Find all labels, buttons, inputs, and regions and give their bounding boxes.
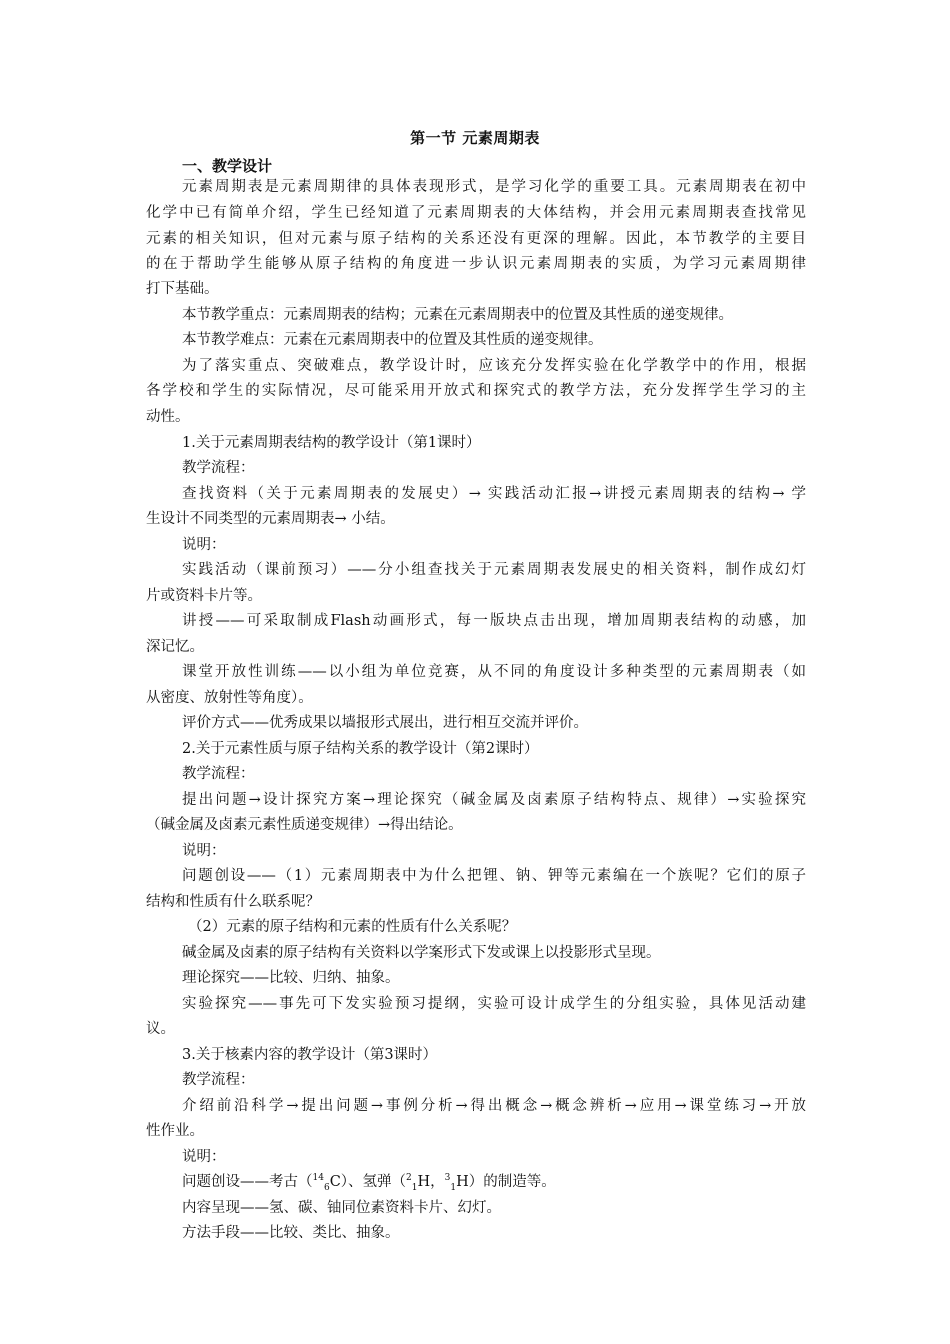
tritium-mass-number: 3 [444, 1173, 451, 1184]
paragraph-line: 提出问题→设计探究方案→理论探究（碱金属及卤素原子结构特点、规律）→实验探究 [182, 792, 806, 808]
paragraph-line: 说明： [182, 537, 226, 553]
paragraph-line: 教学流程： [182, 1072, 255, 1088]
paragraph-line: 介绍前沿科学→提出问题→事例分析→得出概念→概念辨析→应用→课堂练习→开放 [182, 1098, 806, 1114]
section-title: 第一节 元素周期表 [410, 129, 540, 147]
paragraph-line: 生设计不同类型的元素周期表→ 小结。 [146, 511, 395, 527]
paragraph-line: 教学流程： [182, 766, 255, 782]
carbon-atomic-number: 6 [323, 1182, 330, 1193]
paragraph-line: 评价方式——优秀成果以墙报形式展出，进行相互交流并评价。 [182, 715, 588, 731]
paragraph-line: 说明： [182, 843, 226, 859]
paragraph-line: 2.关于元素性质与原子结构关系的教学设计（第2课时） [182, 741, 539, 757]
tritium-symbol: H）的制造等。 [456, 1174, 556, 1190]
isotope-prefix: 问题创设——考古（ [182, 1174, 313, 1190]
paragraph-line: 1.关于元素周期表结构的教学设计（第1课时） [182, 435, 481, 451]
paragraph-line: 本节教学重点：元素周期表的结构；元素在元素周期表中的位置及其性质的递变规律。 [182, 307, 733, 323]
paragraph-line: 打下基础。 [146, 281, 219, 297]
deuterium-symbol: H， [417, 1174, 445, 1190]
paragraph-line: 元素周期表是元素周期律的具体表现形式，是学习化学的重要工具。元素周期表在初中 [182, 179, 806, 195]
paragraph-line: 片或资料卡片等。 [146, 588, 262, 604]
paragraph-line: 方法手段——比较、类比、抽象。 [182, 1225, 400, 1241]
paragraph-line: 理论探究——比较、归纳、抽象。 [182, 970, 400, 986]
paragraph-line: 讲授——可采取制成Flash动画形式，每一版块点击出现，增加周期表结构的动感，加 [182, 613, 806, 629]
paragraph-line: 结构和性质有什么联系呢？ [146, 894, 320, 910]
tritium-atomic-number: 1 [450, 1182, 457, 1193]
paragraph-line: 说明： [182, 1149, 226, 1165]
paragraph-line: 实践活动（课前预习）——分小组查找关于元素周期表发展史的相关资料，制作成幻灯 [182, 562, 806, 578]
paragraph-line: （2）元素的原子结构和元素的性质有什么关系呢？ [188, 919, 517, 935]
isotope-line [182, 1173, 556, 1191]
paragraph-line: 问题创设——（1）元素周期表中为什么把锂、钠、钾等元素编在一个族呢？它们的原子 [182, 868, 806, 884]
paragraph-line: 议。 [146, 1021, 175, 1037]
paragraph-line: 课堂开放性训练——以小组为单位竞赛，从不同的角度设计多种类型的元素周期表（如 [182, 664, 806, 680]
paragraph-line: 为了落实重点、突破难点，教学设计时，应该充分发挥实验在化学教学中的作用，根据 [182, 358, 806, 374]
paragraph-line: 的在于帮助学生能够从原子结构的角度进一步认识元素周期表的实质，为学习元素周期律 [146, 256, 806, 272]
carbon-symbol: C）、氢弹（ [329, 1174, 407, 1190]
carbon-mass-number: 14 [312, 1173, 324, 1184]
paragraph-line: 性作业。 [146, 1123, 204, 1139]
deuterium-mass-number: 2 [406, 1173, 412, 1184]
paragraph-line: 化学中已有简单介绍，学生已经知道了元素周期表的大体结构，并会用元素周期表查找常见 [146, 205, 806, 221]
paragraph-line: 各学校和学生的实际情况，尽可能采用开放式和探究式的教学方法，充分发挥学生学习的主 [146, 383, 806, 399]
paragraph-line: 实验探究——事先可下发实验预习提纲，实验可设计成学生的分组实验，具体见活动建 [182, 996, 806, 1012]
paragraph-line: 本节教学难点：元素在元素周期表中的位置及其性质的递变规律。 [182, 332, 603, 348]
section-heading: 一、教学设计 [182, 157, 273, 175]
paragraph-line: 元素的相关知识，但对元素与原子结构的关系还没有更深的理解。因此，本节教学的主要目 [146, 231, 806, 247]
paragraph-line: 深记忆。 [146, 639, 204, 655]
deuterium-atomic-number: 1 [411, 1182, 418, 1193]
paragraph-line: 3.关于核素内容的教学设计（第3课时） [182, 1047, 438, 1063]
paragraph-line: 查找资料（关于元素周期表的发展史）→ 实践活动汇报→讲授元素周期表的结构→ 学 [182, 486, 806, 502]
paragraph-line: 教学流程： [182, 460, 255, 476]
paragraph-line: 碱金属及卤素的原子结构有关资料以学案形式下发或课上以投影形式呈现。 [182, 945, 661, 961]
paragraph-line: 动性。 [146, 409, 190, 425]
paragraph-line: 内容呈现——氢、碳、铀同位素资料卡片、幻灯。 [182, 1200, 501, 1216]
paragraph-line: （碱金属及卤素元素性质递变规律）→得出结论。 [146, 817, 463, 833]
paragraph-line: 从密度、放射性等角度）。 [146, 690, 313, 706]
